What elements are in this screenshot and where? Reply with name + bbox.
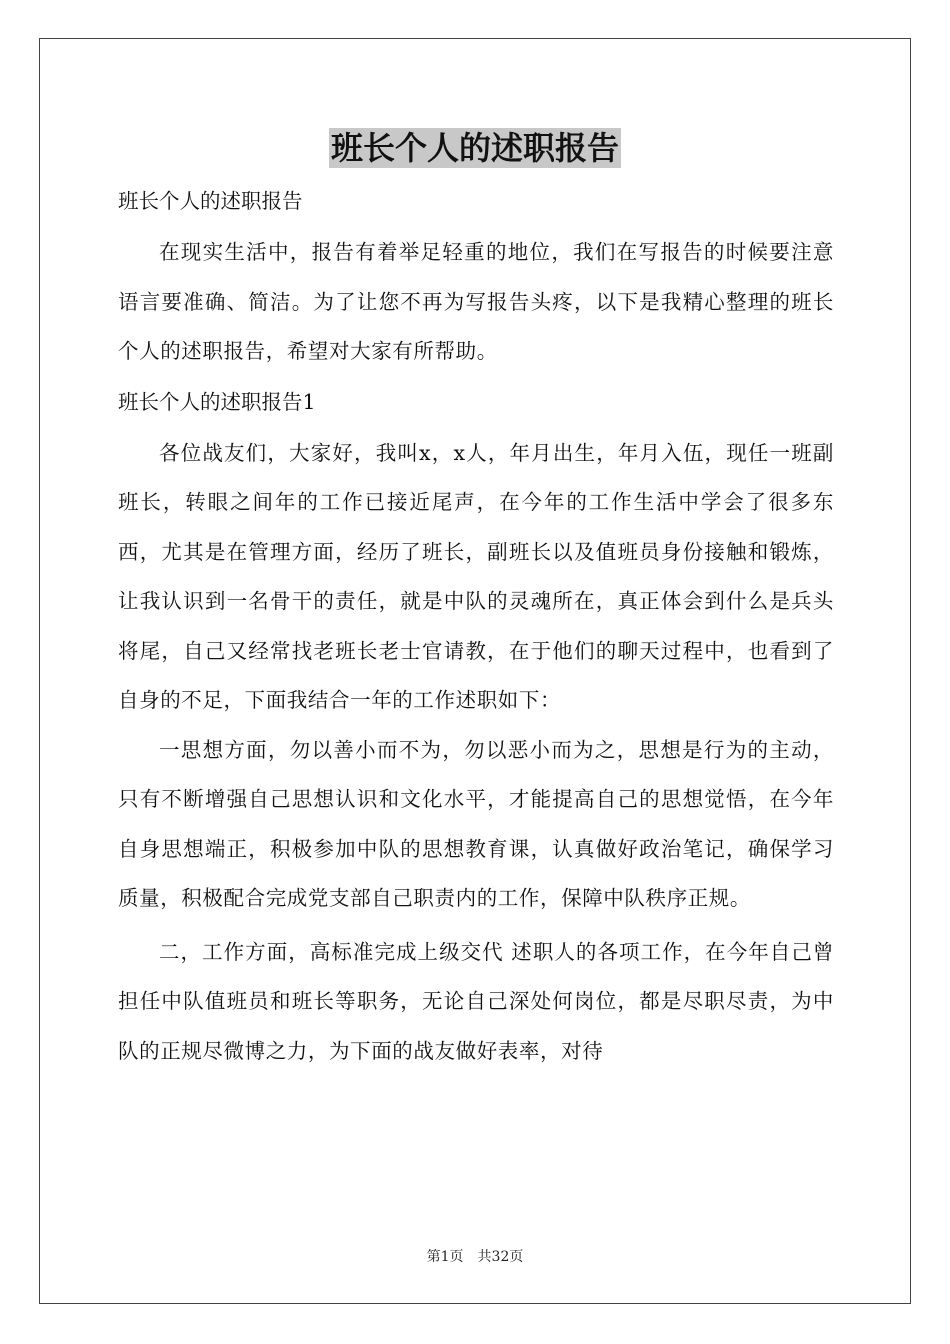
document-body [118, 182, 834, 1076]
document-title: 班长个人的述职报告 [330, 129, 619, 167]
title-container [0, 128, 950, 168]
body-paragraph-1: 各位战友们，大家好，我叫x，x人，年月出生，年月入伍，现任一班副班长，转眼之间年的工作已接近尾声，在今年的工作生活中学会了很多东西，尤其是在管理方面，经历了班长，副班长以及值班员身份接触和锻炼，让我认识到一名骨干的责任，就是中队的灵魂所在，真正体会到什么是兵头将尾，自己又经常找老班长老士官请教，在于他们的聊天过程中，也看到了自身的不足，下面我结合一年的工作述职如下： [118, 440, 834, 712]
document-subtitle: 班长个人的述职报告 [118, 189, 303, 213]
body-paragraph-2: 一思想方面，勿以善小而不为，勿以恶小而为之，思想是行为的主动，只有不断增强自己思想认识和文化水平，才能提高自己的思想觉悟，在今年自身思想端正，积极参加中队的思想教育课，认真做好政治笔记，确保学习质量，积极配合完成党支部自己职责内的工作，保障中队秩序正规。 [118, 737, 834, 910]
section-heading: 班长个人的述职报告1 [118, 389, 316, 414]
body-paragraph-3: 二，工作方面，高标准完成上级交代 述职人的各项工作，在今年自己曾担任中队值班员和班长等职务，无论自己深处何岗位，都是尽职尽责，为中队的正规尽微博之力，为下面的战友做好表率，对待 [118, 939, 834, 1063]
intro-paragraph: 在现实生活中，报告有着举足轻重的地位，我们在写报告的时候要注意语言要准确、简洁。为了让您不再为写报告头疼，以下是我精心整理的班长个人的述职报告，希望对大家有所帮助。 [118, 240, 834, 363]
page-footer: 第1页 共32页 [426, 1249, 524, 1265]
